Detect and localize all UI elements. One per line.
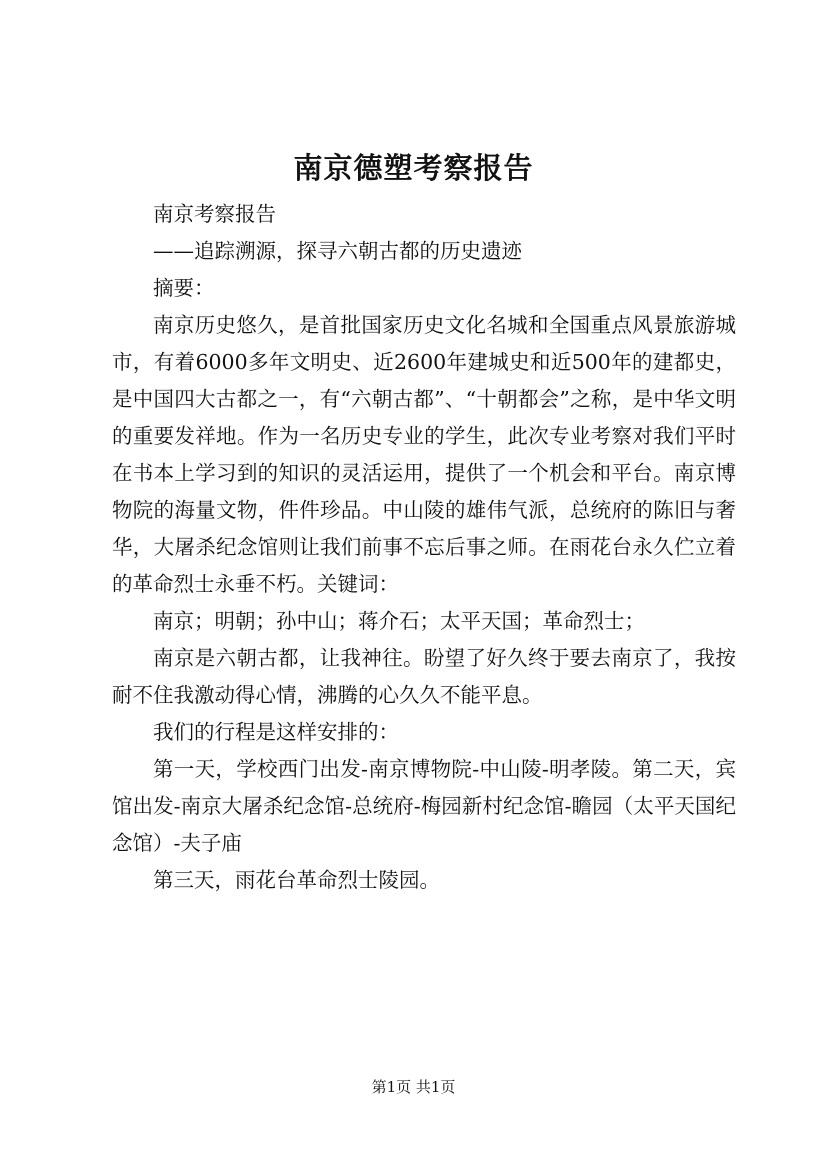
document-title: 南京德塑考察报告: [293, 151, 534, 185]
paragraph-itinerary-day1-2: 第一天，学校西门出发-南京博物院-中山陵-明孝陵。第二天，宾馆出发-南京大屠杀纪念馆-总统府-梅园新村纪念馆-瞻园（太平天国纪念馆）-夫子庙: [112, 757, 736, 855]
paragraph-itinerary-day3: 第三天，雨花台革命烈士陵园。: [153, 868, 440, 892]
paragraph-keywords: 南京；明朝；孙中山；蒋介石；太平天国；革命烈士；: [153, 609, 645, 633]
paragraph-report-name: 南京考察报告: [153, 202, 276, 226]
paragraph-itinerary-label: 我们的行程是这样安排的：: [153, 720, 399, 744]
document-body: [112, 196, 736, 899]
paragraph-subtitle: ——追踪溯源，探寻六朝古都的历史遗迹: [153, 239, 522, 263]
paragraph-intro: 南京是六朝古都，让我神往。盼望了好久终于要去南京了，我按耐不住我激动得心情，沸腾的心久久不能平息。: [112, 646, 736, 707]
page-number-footer: 第1页 共1页: [371, 1078, 456, 1096]
paragraph-abstract-label: 摘要：: [153, 276, 215, 300]
paragraph-abstract: 南京历史悠久，是首批国家历史文化名城和全国重点风景旅游城市，有着6000多年文明史、近2600年建城史和近500年的建都史，是中国四大古都之一，有“六朝古都”、“十朝都会”之称，是中华文明的重要发祥地。作为一名历史专业的学生，此次专业考察对我们平时在书本上学习到的知识的灵活运用，提供了一个机会和平台。南京博物院的海量文物，件件珍品。中山陵的雄伟气派，总统府的陈旧与奢华，大屠杀纪念馆则让我们前事不忘后事之师。在雨花台永久伫立着的革命烈士永垂不朽。关键词：: [112, 313, 736, 596]
